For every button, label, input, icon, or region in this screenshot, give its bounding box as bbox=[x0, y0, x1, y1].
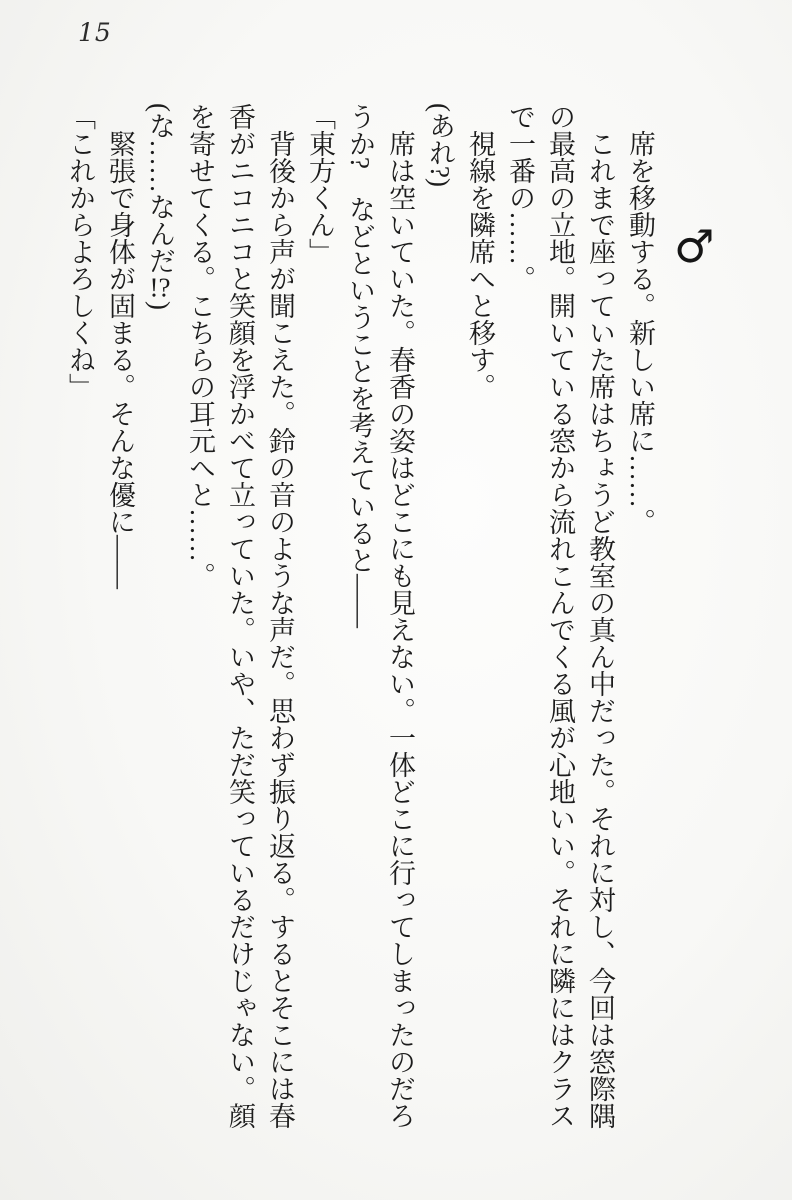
paragraph: 背後から声が聞こえた。鈴の音のような声だ。思わず振り返る。するとそこには春香がニコニコと笑顔を浮かべて立っていた。いや、ただ笑っているだけじゃない。顔を寄せてくる。こちらの耳元へと……。 bbox=[185, 103, 295, 1129]
paragraph: 席は空いていた。春香の姿はどこにも見えない。一体どこに行ってしまったのだろうか? などということを考えていると—— bbox=[345, 103, 415, 1129]
novel-text-block bbox=[60, 103, 660, 1129]
male-symbol-icon: ♂ bbox=[674, 220, 715, 273]
paragraph: 視線を隣席へと移す。 bbox=[465, 130, 495, 400]
paragraph: これまで座っていた席はちょうど教室の真ん中だった。それに対し、今回は窓際隅の最高の立地。開いている窓から流れこんでくる風が心地いい。それに隣にはクラスで一番の……。 bbox=[505, 103, 615, 1129]
paragraph: 席を移動する。新しい席に……。 bbox=[625, 130, 655, 535]
paragraph: 「東方くん」 bbox=[305, 103, 335, 265]
page-number: 15 bbox=[78, 18, 112, 47]
paragraph: 緊張で身体が固まる。そんな優に—— bbox=[105, 130, 135, 589]
paragraph: (あれ?) bbox=[425, 103, 455, 187]
tatechuyoko: !? bbox=[149, 274, 171, 301]
paragraph: 「これからよろしくね」 bbox=[65, 103, 95, 400]
paragraph: (な……なんだ!?) bbox=[145, 103, 175, 310]
